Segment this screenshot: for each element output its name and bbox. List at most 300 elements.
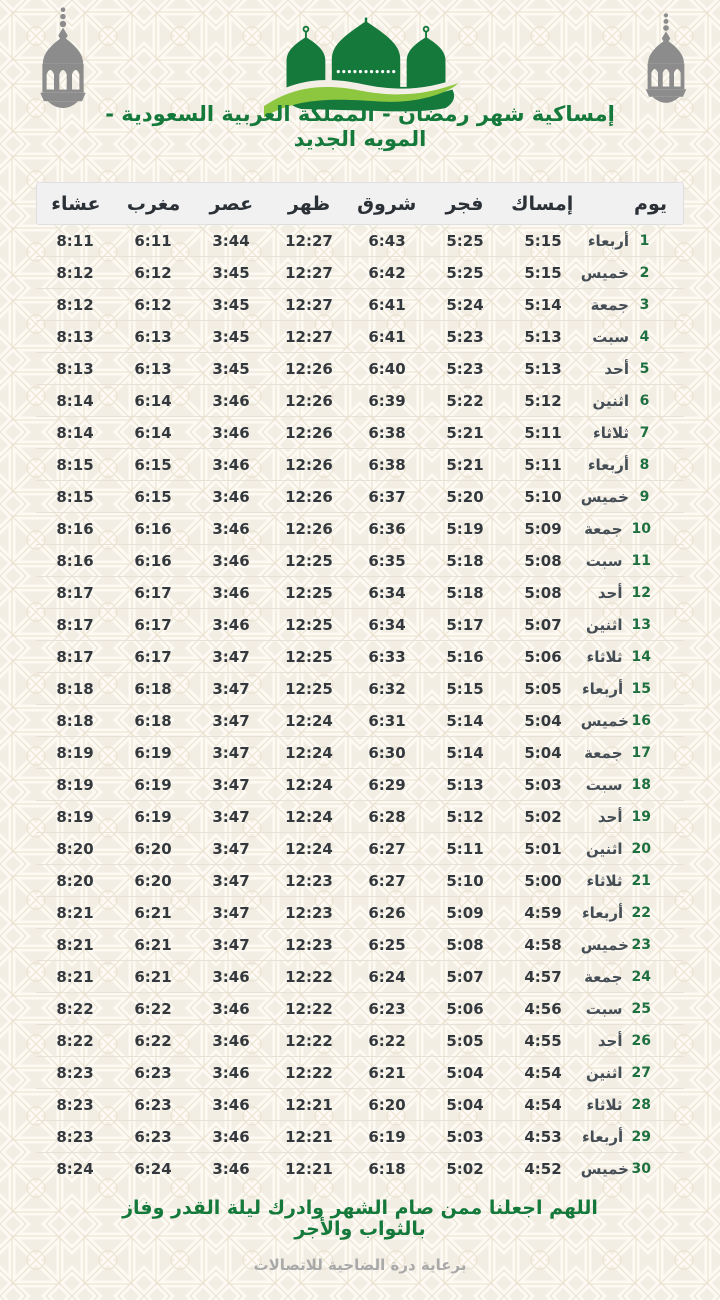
table-row bbox=[36, 993, 684, 1025]
asr-time: 3:46 bbox=[212, 1095, 250, 1114]
lantern-icon bbox=[20, 6, 106, 116]
sunrise-time: 6:21 bbox=[368, 1063, 406, 1082]
imsak-time: 4:56 bbox=[524, 999, 562, 1018]
dhuhr-time: 12:23 bbox=[285, 935, 333, 954]
day-number: 24 bbox=[631, 968, 651, 985]
isha-time: 8:19 bbox=[56, 743, 94, 762]
day-cell bbox=[582, 929, 684, 960]
asr-time: 3:46 bbox=[212, 487, 250, 506]
asr-time: 3:47 bbox=[212, 839, 250, 858]
day-name: جمعة bbox=[590, 295, 629, 314]
day-number: 28 bbox=[631, 1096, 651, 1113]
day-number: 4 bbox=[639, 328, 650, 345]
day-cell bbox=[582, 1121, 684, 1152]
column-header-dhuhr: ظهر bbox=[287, 192, 331, 215]
day-name: سبت bbox=[592, 327, 629, 346]
day-cell bbox=[582, 609, 684, 640]
isha-time: 8:24 bbox=[56, 1160, 94, 1178]
imsak-time: 4:52 bbox=[524, 1160, 562, 1178]
maghrib-time: 6:12 bbox=[134, 263, 172, 282]
dhuhr-time: 12:26 bbox=[285, 487, 333, 506]
day-name: خميس bbox=[580, 711, 629, 730]
imsak-time: 5:11 bbox=[524, 455, 562, 474]
day-name: سبت bbox=[585, 551, 623, 570]
day-number: 21 bbox=[631, 872, 651, 889]
maghrib-time: 6:14 bbox=[134, 391, 172, 410]
fajr-time: 5:21 bbox=[446, 455, 484, 474]
day-name: اثنين bbox=[592, 391, 629, 410]
isha-time: 8:23 bbox=[56, 1063, 94, 1082]
sunrise-time: 6:27 bbox=[368, 839, 406, 858]
fajr-time: 5:04 bbox=[446, 1095, 484, 1114]
isha-time: 8:21 bbox=[56, 935, 94, 954]
isha-time: 8:12 bbox=[56, 295, 94, 314]
day-cell bbox=[582, 1025, 684, 1056]
maghrib-time: 6:15 bbox=[134, 455, 172, 474]
sunrise-time: 6:19 bbox=[368, 1127, 406, 1146]
maghrib-time: 6:23 bbox=[134, 1127, 172, 1146]
isha-time: 8:14 bbox=[56, 423, 94, 442]
sunrise-time: 6:20 bbox=[368, 1095, 406, 1114]
imsak-time: 5:15 bbox=[524, 231, 562, 250]
isha-time: 8:19 bbox=[56, 775, 94, 794]
dhuhr-time: 12:25 bbox=[285, 647, 333, 666]
dhuhr-time: 12:22 bbox=[285, 1063, 333, 1082]
maghrib-time: 6:22 bbox=[134, 999, 172, 1018]
table-row bbox=[36, 417, 684, 449]
day-name: سبت bbox=[585, 775, 623, 794]
table-row bbox=[36, 641, 684, 673]
day-name: أحد bbox=[597, 1031, 623, 1050]
fajr-time: 5:24 bbox=[446, 295, 484, 314]
day-name: أربعاء bbox=[582, 1127, 624, 1146]
day-cell bbox=[582, 257, 684, 288]
sunrise-time: 6:24 bbox=[368, 967, 406, 986]
imsak-time: 5:09 bbox=[524, 519, 562, 538]
fajr-time: 5:07 bbox=[446, 967, 484, 986]
sunrise-time: 6:32 bbox=[368, 679, 406, 698]
day-name: أحد bbox=[597, 807, 623, 826]
column-header-fajr: فجر bbox=[445, 192, 484, 215]
dhuhr-time: 12:26 bbox=[285, 519, 333, 538]
day-name: ثلاثاء bbox=[586, 647, 623, 666]
day-cell bbox=[582, 705, 684, 736]
maghrib-time: 6:24 bbox=[134, 1160, 172, 1178]
sunrise-time: 6:22 bbox=[368, 1031, 406, 1050]
day-name: خميس bbox=[580, 1160, 629, 1178]
day-cell bbox=[582, 481, 684, 512]
sunrise-time: 6:35 bbox=[368, 551, 406, 570]
asr-time: 3:47 bbox=[212, 871, 250, 890]
day-number: 27 bbox=[631, 1064, 651, 1081]
day-number: 2 bbox=[639, 264, 650, 281]
fajr-time: 5:23 bbox=[446, 359, 484, 378]
fajr-time: 5:14 bbox=[446, 711, 484, 730]
asr-time: 3:46 bbox=[212, 391, 250, 410]
sunrise-time: 6:29 bbox=[368, 775, 406, 794]
dhuhr-time: 12:22 bbox=[285, 1031, 333, 1050]
isha-time: 8:13 bbox=[56, 327, 94, 346]
dhuhr-time: 12:27 bbox=[285, 263, 333, 282]
fajr-time: 5:18 bbox=[446, 551, 484, 570]
table-row bbox=[36, 577, 684, 609]
day-name: اثنين bbox=[585, 1063, 623, 1082]
isha-time: 8:20 bbox=[56, 871, 94, 890]
day-name: أربعاء bbox=[582, 903, 624, 922]
day-number: 23 bbox=[631, 936, 651, 953]
dhuhr-time: 12:22 bbox=[285, 999, 333, 1018]
isha-time: 8:18 bbox=[56, 711, 94, 730]
maghrib-time: 6:15 bbox=[134, 487, 172, 506]
day-cell bbox=[582, 289, 684, 320]
day-number: 18 bbox=[631, 776, 651, 793]
day-name: اثنين bbox=[585, 615, 623, 634]
dhuhr-time: 12:23 bbox=[285, 903, 333, 922]
sunrise-time: 6:34 bbox=[368, 615, 406, 634]
day-cell bbox=[582, 1057, 684, 1088]
day-number: 13 bbox=[631, 616, 651, 633]
isha-time: 8:22 bbox=[56, 999, 94, 1018]
table-row bbox=[36, 705, 684, 737]
isha-time: 8:15 bbox=[56, 455, 94, 474]
asr-time: 3:46 bbox=[212, 967, 250, 986]
day-number: 29 bbox=[631, 1128, 651, 1145]
maghrib-time: 6:21 bbox=[134, 903, 172, 922]
isha-time: 8:17 bbox=[56, 615, 94, 634]
day-number: 19 bbox=[631, 808, 651, 825]
fajr-time: 5:15 bbox=[446, 679, 484, 698]
page-title-line2: المويه الجديد bbox=[293, 127, 427, 151]
asr-time: 3:47 bbox=[212, 935, 250, 954]
table-row bbox=[36, 1121, 684, 1153]
sunrise-time: 6:18 bbox=[368, 1160, 406, 1178]
asr-time: 3:45 bbox=[212, 263, 250, 282]
day-number: 8 bbox=[639, 456, 650, 473]
dhuhr-time: 12:24 bbox=[285, 743, 333, 762]
table-row bbox=[36, 833, 684, 865]
maghrib-time: 6:16 bbox=[134, 519, 172, 538]
asr-time: 3:45 bbox=[212, 295, 250, 314]
fajr-time: 5:12 bbox=[446, 807, 484, 826]
dhuhr-time: 12:25 bbox=[285, 679, 333, 698]
table-row bbox=[36, 449, 684, 481]
day-number: 14 bbox=[631, 648, 651, 665]
maghrib-time: 6:13 bbox=[134, 359, 172, 378]
prayer-times-table bbox=[36, 182, 684, 1185]
asr-time: 3:46 bbox=[212, 999, 250, 1018]
imsak-time: 5:10 bbox=[524, 487, 562, 506]
imsak-time: 4:55 bbox=[524, 1031, 562, 1050]
fajr-time: 5:09 bbox=[446, 903, 484, 922]
fajr-time: 5:04 bbox=[446, 1063, 484, 1082]
table-row bbox=[36, 513, 684, 545]
table-row bbox=[36, 609, 684, 641]
isha-time: 8:21 bbox=[56, 967, 94, 986]
asr-time: 3:47 bbox=[212, 743, 250, 762]
maghrib-time: 6:20 bbox=[134, 871, 172, 890]
maghrib-time: 6:17 bbox=[134, 647, 172, 666]
day-name: جمعة bbox=[584, 967, 623, 986]
asr-time: 3:47 bbox=[212, 647, 250, 666]
table-row bbox=[36, 929, 684, 961]
dhuhr-time: 12:25 bbox=[285, 551, 333, 570]
page-title-line1: إمساكية شهر رمضان - المملكة العربية السعودية - bbox=[105, 102, 615, 126]
day-name: خميس bbox=[580, 487, 629, 506]
column-header-day: يوم bbox=[634, 192, 667, 215]
dua-text bbox=[0, 1198, 720, 1240]
dua-line1: اللهم اجعلنا ممن صام الشهر وادرك ليلة القدر وفاز bbox=[122, 1197, 598, 1219]
sunrise-time: 6:38 bbox=[368, 455, 406, 474]
day-number: 3 bbox=[639, 296, 650, 313]
asr-time: 3:46 bbox=[212, 615, 250, 634]
dhuhr-time: 12:25 bbox=[285, 615, 333, 634]
day-cell bbox=[582, 769, 684, 800]
imsak-time: 5:13 bbox=[524, 327, 562, 346]
day-name: جمعة bbox=[584, 519, 623, 538]
table-header bbox=[36, 182, 684, 225]
maghrib-time: 6:14 bbox=[134, 423, 172, 442]
fajr-time: 5:19 bbox=[446, 519, 484, 538]
maghrib-time: 6:11 bbox=[134, 231, 172, 250]
sunrise-time: 6:33 bbox=[368, 647, 406, 666]
table-body bbox=[36, 225, 684, 1185]
isha-time: 8:18 bbox=[56, 679, 94, 698]
imsak-time: 4:58 bbox=[524, 935, 562, 954]
sunrise-time: 6:37 bbox=[368, 487, 406, 506]
maghrib-time: 6:17 bbox=[134, 615, 172, 634]
day-name: ثلاثاء bbox=[586, 1095, 623, 1114]
isha-time: 8:17 bbox=[56, 647, 94, 666]
day-name: خميس bbox=[580, 935, 629, 954]
asr-time: 3:46 bbox=[212, 1127, 250, 1146]
sunrise-time: 6:39 bbox=[368, 391, 406, 410]
table-row bbox=[36, 865, 684, 897]
day-cell bbox=[582, 353, 684, 384]
isha-time: 8:13 bbox=[56, 359, 94, 378]
day-cell bbox=[582, 385, 684, 416]
dhuhr-time: 12:27 bbox=[285, 295, 333, 314]
imsak-time: 5:04 bbox=[524, 743, 562, 762]
sunrise-time: 6:34 bbox=[368, 583, 406, 602]
fajr-time: 5:17 bbox=[446, 615, 484, 634]
day-name: سبت bbox=[585, 999, 623, 1018]
day-number: 1 bbox=[639, 232, 650, 249]
fajr-time: 5:05 bbox=[446, 1031, 484, 1050]
day-name: أحد bbox=[597, 583, 623, 602]
dhuhr-time: 12:27 bbox=[285, 327, 333, 346]
day-cell bbox=[582, 417, 684, 448]
dhuhr-time: 12:21 bbox=[285, 1095, 333, 1114]
fajr-time: 5:21 bbox=[446, 423, 484, 442]
column-header-sunrise: شروق bbox=[357, 192, 417, 215]
fajr-time: 5:25 bbox=[446, 263, 484, 282]
table-row bbox=[36, 1025, 684, 1057]
fajr-time: 5:25 bbox=[446, 231, 484, 250]
day-name: خميس bbox=[580, 263, 629, 282]
table-row bbox=[36, 1153, 684, 1185]
maghrib-time: 6:18 bbox=[134, 711, 172, 730]
imsak-time: 5:07 bbox=[524, 615, 562, 634]
isha-time: 8:23 bbox=[56, 1127, 94, 1146]
asr-time: 3:46 bbox=[212, 1031, 250, 1050]
maghrib-time: 6:16 bbox=[134, 551, 172, 570]
maghrib-time: 6:21 bbox=[134, 935, 172, 954]
maghrib-time: 6:19 bbox=[134, 807, 172, 826]
day-number: 17 bbox=[631, 744, 651, 761]
asr-time: 3:46 bbox=[212, 423, 250, 442]
isha-time: 8:20 bbox=[56, 839, 94, 858]
day-name: جمعة bbox=[584, 743, 623, 762]
isha-time: 8:21 bbox=[56, 903, 94, 922]
sunrise-time: 6:36 bbox=[368, 519, 406, 538]
isha-time: 8:23 bbox=[56, 1095, 94, 1114]
day-cell bbox=[582, 321, 684, 352]
fajr-time: 5:22 bbox=[446, 391, 484, 410]
maghrib-time: 6:13 bbox=[134, 327, 172, 346]
maghrib-time: 6:19 bbox=[134, 775, 172, 794]
dhuhr-time: 12:24 bbox=[285, 839, 333, 858]
day-name: أربعاء bbox=[587, 231, 629, 250]
column-header-imsak: إمساك bbox=[511, 192, 574, 215]
day-name: ثلاثاء bbox=[586, 871, 623, 890]
imsak-time: 5:02 bbox=[524, 807, 562, 826]
day-number: 7 bbox=[639, 424, 650, 441]
day-name: أربعاء bbox=[582, 679, 624, 698]
sunrise-time: 6:23 bbox=[368, 999, 406, 1018]
day-number: 25 bbox=[631, 1000, 651, 1017]
imsak-time: 4:59 bbox=[524, 903, 562, 922]
asr-time: 3:47 bbox=[212, 775, 250, 794]
sunrise-time: 6:41 bbox=[368, 295, 406, 314]
day-cell bbox=[582, 1153, 684, 1185]
imsak-time: 5:13 bbox=[524, 359, 562, 378]
day-number: 9 bbox=[639, 488, 650, 505]
fajr-time: 5:18 bbox=[446, 583, 484, 602]
day-cell bbox=[582, 833, 684, 864]
dua-line2: بالثواب والأجر bbox=[294, 1218, 426, 1240]
day-number: 22 bbox=[631, 904, 651, 921]
maghrib-time: 6:23 bbox=[134, 1063, 172, 1082]
asr-time: 3:46 bbox=[212, 1063, 250, 1082]
maghrib-time: 6:19 bbox=[134, 743, 172, 762]
sunrise-time: 6:41 bbox=[368, 327, 406, 346]
day-cell bbox=[582, 641, 684, 672]
dhuhr-time: 12:27 bbox=[285, 231, 333, 250]
day-cell bbox=[582, 865, 684, 896]
fajr-time: 5:14 bbox=[446, 743, 484, 762]
dhuhr-time: 12:24 bbox=[285, 807, 333, 826]
day-cell bbox=[582, 513, 684, 544]
imsak-time: 5:11 bbox=[524, 423, 562, 442]
sunrise-time: 6:25 bbox=[368, 935, 406, 954]
table-row bbox=[36, 353, 684, 385]
table-row bbox=[36, 225, 684, 257]
isha-time: 8:12 bbox=[56, 263, 94, 282]
imsak-time: 4:54 bbox=[524, 1095, 562, 1114]
isha-time: 8:19 bbox=[56, 807, 94, 826]
fajr-time: 5:20 bbox=[446, 487, 484, 506]
imsak-time: 4:57 bbox=[524, 967, 562, 986]
imsak-time: 5:12 bbox=[524, 391, 562, 410]
day-number: 26 bbox=[631, 1032, 651, 1049]
dhuhr-time: 12:24 bbox=[285, 711, 333, 730]
isha-time: 8:22 bbox=[56, 1031, 94, 1050]
column-header-asr: عصر bbox=[209, 192, 254, 215]
day-cell bbox=[582, 737, 684, 768]
imsak-time: 4:53 bbox=[524, 1127, 562, 1146]
sunrise-time: 6:26 bbox=[368, 903, 406, 922]
asr-time: 3:46 bbox=[212, 519, 250, 538]
sunrise-time: 6:30 bbox=[368, 743, 406, 762]
day-number: 6 bbox=[639, 392, 650, 409]
asr-time: 3:46 bbox=[212, 583, 250, 602]
sponsor-text: برعاية درة الضاحية للاتصالات bbox=[253, 1256, 467, 1274]
day-cell bbox=[582, 993, 684, 1024]
day-cell bbox=[582, 961, 684, 992]
column-header-maghrib: مغرب bbox=[126, 192, 181, 215]
table-row bbox=[36, 961, 684, 993]
day-number: 15 bbox=[631, 680, 651, 697]
table-row bbox=[36, 769, 684, 801]
dhuhr-time: 12:21 bbox=[285, 1127, 333, 1146]
sunrise-time: 6:27 bbox=[368, 871, 406, 890]
asr-time: 3:46 bbox=[212, 455, 250, 474]
asr-time: 3:47 bbox=[212, 807, 250, 826]
maghrib-time: 6:20 bbox=[134, 839, 172, 858]
asr-time: 3:47 bbox=[212, 711, 250, 730]
day-number: 10 bbox=[631, 520, 651, 537]
asr-time: 3:45 bbox=[212, 327, 250, 346]
imsak-time: 5:14 bbox=[524, 295, 562, 314]
day-cell bbox=[582, 225, 684, 256]
day-name: اثنين bbox=[585, 839, 623, 858]
dhuhr-time: 12:26 bbox=[285, 359, 333, 378]
day-number: 16 bbox=[631, 712, 651, 729]
fajr-time: 5:23 bbox=[446, 327, 484, 346]
imsak-time: 5:06 bbox=[524, 647, 562, 666]
isha-time: 8:15 bbox=[56, 487, 94, 506]
day-number: 20 bbox=[631, 840, 651, 857]
asr-time: 3:45 bbox=[212, 359, 250, 378]
fajr-time: 5:08 bbox=[446, 935, 484, 954]
fajr-time: 5:02 bbox=[446, 1160, 484, 1178]
day-number: 11 bbox=[631, 552, 651, 569]
isha-time: 8:11 bbox=[56, 231, 94, 250]
fajr-time: 5:10 bbox=[446, 871, 484, 890]
fajr-time: 5:03 bbox=[446, 1127, 484, 1146]
imsak-time: 5:05 bbox=[524, 679, 562, 698]
table-row bbox=[36, 545, 684, 577]
day-name: أربعاء bbox=[587, 455, 629, 474]
fajr-time: 5:06 bbox=[446, 999, 484, 1018]
asr-time: 3:47 bbox=[212, 679, 250, 698]
dhuhr-time: 12:22 bbox=[285, 967, 333, 986]
table-row bbox=[36, 1089, 684, 1121]
day-cell bbox=[582, 577, 684, 608]
header bbox=[0, 0, 720, 176]
day-name: ثلاثاء bbox=[593, 423, 629, 442]
table-row bbox=[36, 385, 684, 417]
maghrib-time: 6:17 bbox=[134, 583, 172, 602]
day-cell bbox=[582, 673, 684, 704]
dhuhr-time: 12:26 bbox=[285, 391, 333, 410]
table-row bbox=[36, 673, 684, 705]
dhuhr-time: 12:26 bbox=[285, 455, 333, 474]
lantern-icon bbox=[628, 12, 704, 110]
asr-time: 3:46 bbox=[212, 1160, 250, 1178]
day-number: 5 bbox=[639, 360, 650, 377]
footer bbox=[0, 1198, 720, 1274]
